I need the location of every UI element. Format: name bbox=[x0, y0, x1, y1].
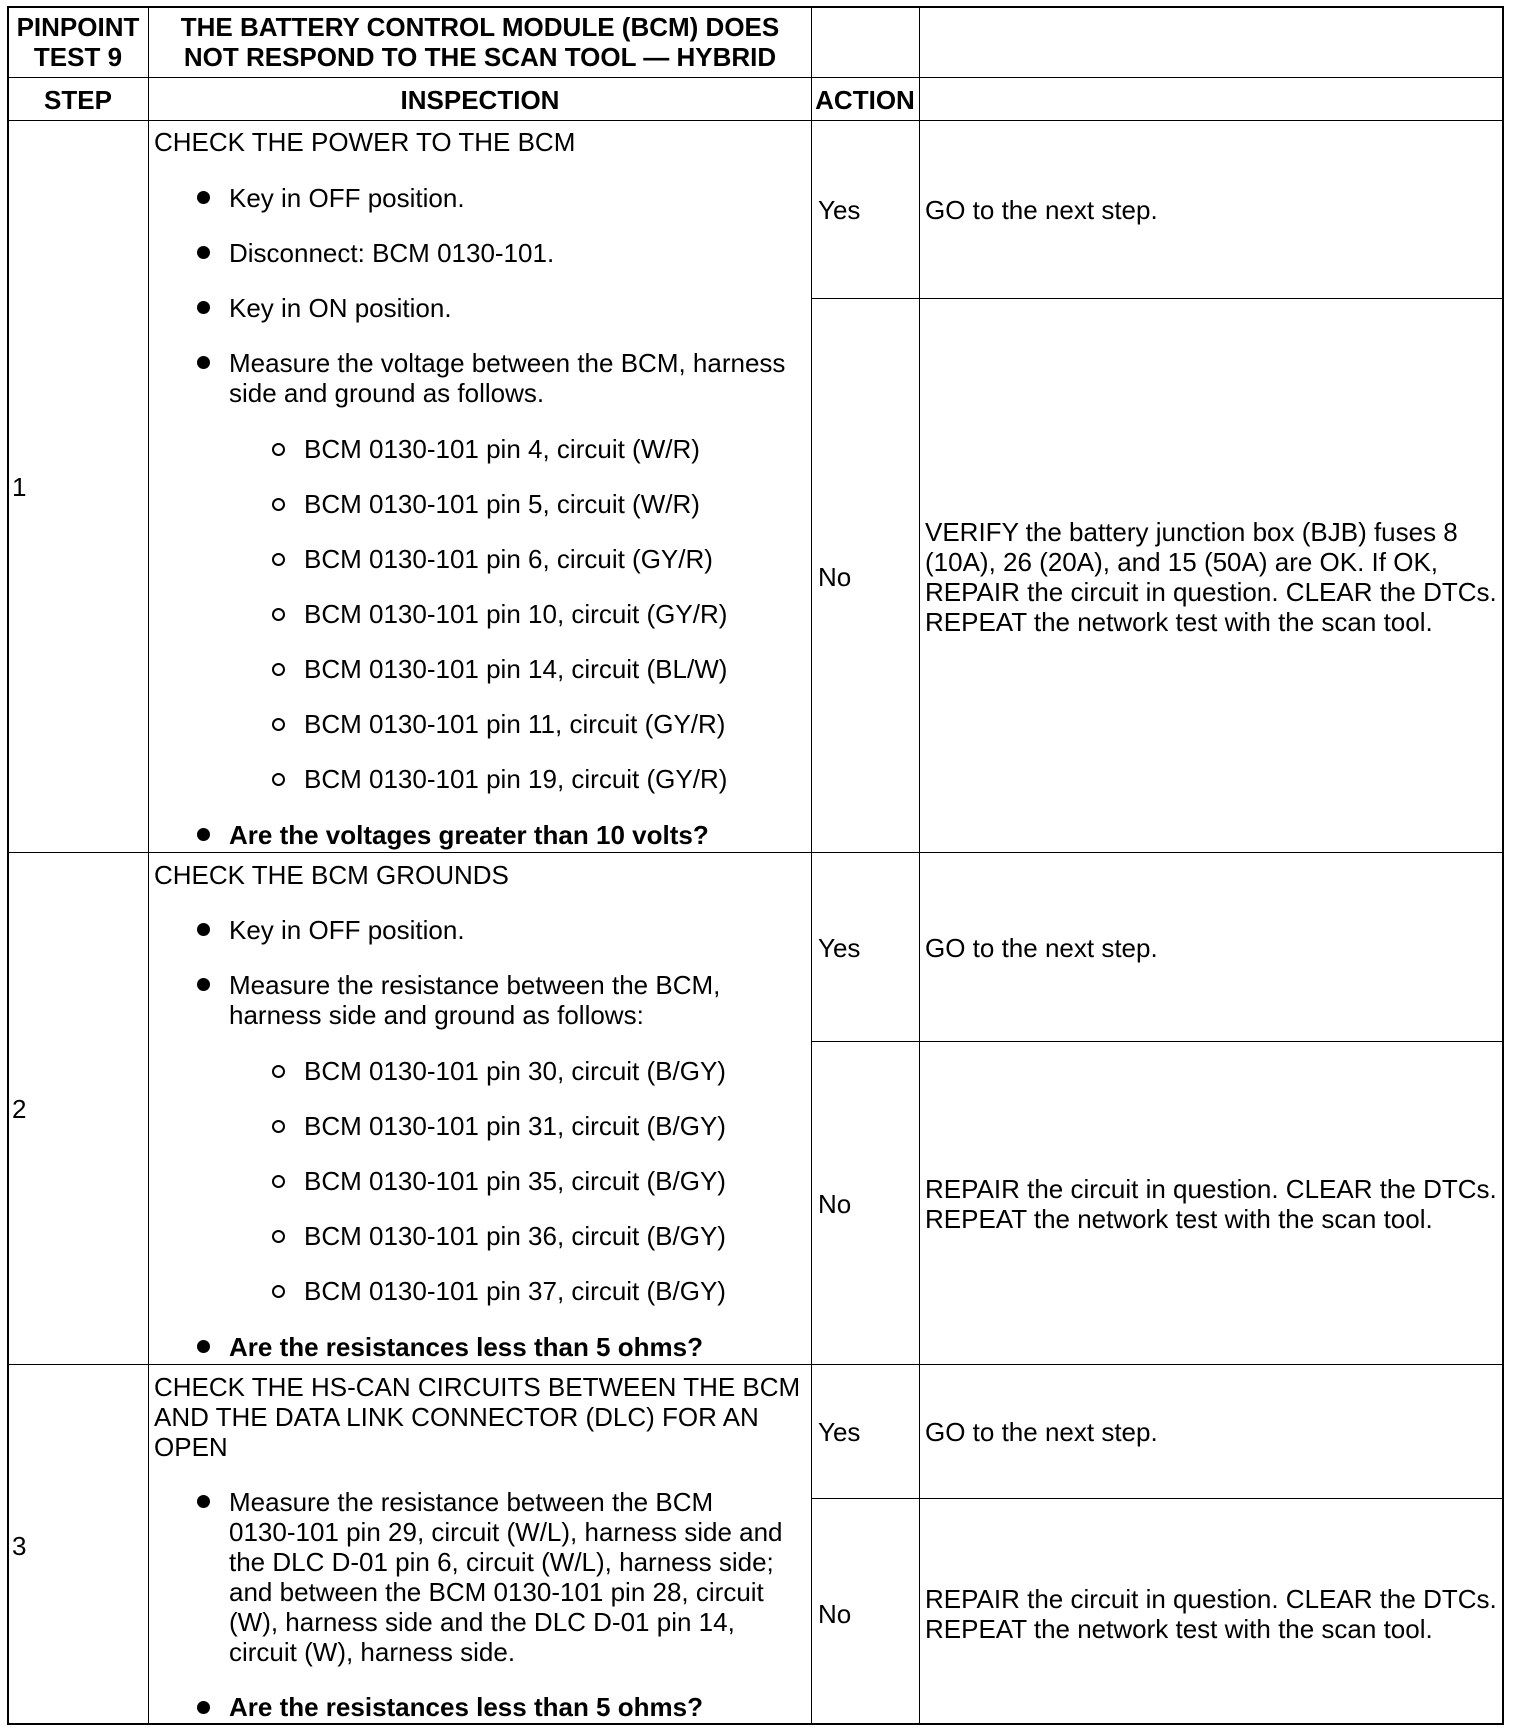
circle-bullet-icon bbox=[272, 1285, 285, 1298]
bullet-item-continued: harness side and ground as follows: bbox=[229, 1000, 644, 1030]
yes-label: Yes bbox=[818, 933, 861, 963]
table-border-left bbox=[7, 6, 9, 1725]
bullet-item: Key in OFF position. bbox=[229, 915, 465, 945]
bullet-item-continued: (W), harness side and the DLC D-01 pin 14, bbox=[229, 1607, 735, 1637]
step-question: Are the resistances less than 5 ohms? bbox=[229, 1332, 703, 1362]
circle-bullet-icon bbox=[272, 1175, 285, 1188]
table-border-bottom bbox=[7, 1723, 1504, 1725]
bullet-item-continued: circuit (W), harness side. bbox=[229, 1637, 516, 1667]
column-header-action: ACTION bbox=[815, 85, 915, 115]
sub-item: BCM 0130-101 pin 19, circuit (GY/R) bbox=[304, 764, 728, 794]
test-title: THE BATTERY CONTROL MODULE (BCM) DOES NOT RESPOND TO THE SCAN TOOL — HYBRID bbox=[180, 12, 780, 72]
sub-item: BCM 0130-101 pin 35, circuit (B/GY) bbox=[304, 1166, 726, 1196]
bullet-item-continued: side and ground as follows. bbox=[229, 378, 545, 408]
bullet-icon bbox=[197, 246, 210, 259]
yes-action: GO to the next step. bbox=[925, 1417, 1158, 1447]
no-action-line: VERIFY the battery junction box (BJB) fuses 8 bbox=[925, 517, 1458, 547]
no-action-line: REPAIR the circuit in question. CLEAR the DTCs. bbox=[925, 577, 1497, 607]
column-header-inspection: INSPECTION bbox=[400, 85, 560, 115]
no-action-line: REPAIR the circuit in question. CLEAR the DTCs. bbox=[925, 1174, 1497, 1204]
step-heading-line: AND THE DATA LINK CONNECTOR (DLC) FOR AN bbox=[154, 1402, 759, 1432]
row-divider-step2-yesno bbox=[811, 1041, 1504, 1042]
step-heading: CHECK THE POWER TO THE BCM bbox=[154, 127, 576, 157]
circle-bullet-icon bbox=[272, 1065, 285, 1078]
bullet-icon bbox=[197, 356, 210, 369]
row-divider-step3-yesno bbox=[811, 1498, 1504, 1499]
step-question: Are the voltages greater than 10 volts? bbox=[229, 820, 709, 850]
column-header-step: STEP bbox=[44, 85, 112, 115]
table-border-top bbox=[7, 6, 1504, 8]
no-label: No bbox=[818, 1189, 852, 1219]
bullet-item-continued: and between the BCM 0130-101 pin 28, circuit bbox=[229, 1577, 764, 1607]
circle-bullet-icon bbox=[272, 608, 285, 621]
circle-bullet-icon bbox=[272, 498, 285, 511]
step-heading-line: CHECK THE HS-CAN CIRCUITS BETWEEN THE BCM bbox=[154, 1372, 801, 1402]
sub-item: BCM 0130-101 pin 10, circuit (GY/R) bbox=[304, 599, 728, 629]
bullet-item-continued: the DLC D-01 pin 6, circuit (W/L), harness side; bbox=[229, 1547, 774, 1577]
col-divider-inspection bbox=[811, 6, 812, 1725]
sub-item: BCM 0130-101 pin 14, circuit (BL/W) bbox=[304, 654, 728, 684]
circle-bullet-icon bbox=[272, 1230, 285, 1243]
bullet-icon bbox=[197, 828, 210, 841]
bullet-icon bbox=[197, 1340, 210, 1353]
bullet-icon bbox=[197, 978, 210, 991]
yes-label: Yes bbox=[818, 1417, 861, 1447]
yes-action: GO to the next step. bbox=[925, 933, 1158, 963]
step-heading: CHECK THE BCM GROUNDS bbox=[154, 860, 509, 890]
bullet-item: Disconnect: BCM 0130-101. bbox=[229, 238, 555, 268]
circle-bullet-icon bbox=[272, 553, 285, 566]
bullet-icon bbox=[197, 923, 210, 936]
circle-bullet-icon bbox=[272, 1120, 285, 1133]
sub-item: BCM 0130-101 pin 31, circuit (B/GY) bbox=[304, 1111, 726, 1141]
yes-label: Yes bbox=[818, 195, 861, 225]
no-action-line: REPEAT the network test with the scan tool. bbox=[925, 1204, 1433, 1234]
bullet-item: Measure the voltage between the BCM, harness bbox=[229, 348, 786, 378]
no-action-line: REPEAT the network test with the scan tool. bbox=[925, 607, 1433, 637]
row-divider-title bbox=[7, 77, 1504, 78]
circle-bullet-icon bbox=[272, 663, 285, 676]
col-divider-action bbox=[919, 6, 920, 1725]
bullet-icon bbox=[197, 1701, 210, 1714]
bullet-item: Key in ON position. bbox=[229, 293, 452, 323]
sub-item: BCM 0130-101 pin 5, circuit (W/R) bbox=[304, 489, 700, 519]
yes-action: GO to the next step. bbox=[925, 195, 1158, 225]
bullet-item: Measure the resistance between the BCM bbox=[229, 1487, 714, 1517]
row-divider-header bbox=[7, 120, 1504, 121]
sub-item: BCM 0130-101 pin 6, circuit (GY/R) bbox=[304, 544, 713, 574]
col-divider-step bbox=[148, 6, 149, 1725]
circle-bullet-icon bbox=[272, 773, 285, 786]
row-divider-step1 bbox=[7, 852, 1504, 853]
circle-bullet-icon bbox=[272, 718, 285, 731]
no-action-line: REPAIR the circuit in question. CLEAR the DTCs. bbox=[925, 1584, 1497, 1614]
row-divider-step2 bbox=[7, 1364, 1504, 1365]
no-action-line: (10A), 26 (20A), and 15 (50A) are OK. If OK, bbox=[925, 547, 1439, 577]
step-number: 2 bbox=[12, 1094, 27, 1124]
sub-item: BCM 0130-101 pin 11, circuit (GY/R) bbox=[304, 709, 726, 739]
step-number: 1 bbox=[12, 472, 27, 502]
bullet-item: Measure the resistance between the BCM, bbox=[229, 970, 721, 1000]
no-label: No bbox=[818, 562, 852, 592]
bullet-icon bbox=[197, 191, 210, 204]
sub-item: BCM 0130-101 pin 37, circuit (B/GY) bbox=[304, 1276, 726, 1306]
bullet-icon bbox=[197, 1495, 210, 1508]
sub-item: BCM 0130-101 pin 4, circuit (W/R) bbox=[304, 434, 700, 464]
circle-bullet-icon bbox=[272, 443, 285, 456]
row-divider-step1-yesno bbox=[811, 298, 1504, 299]
bullet-icon bbox=[197, 301, 210, 314]
step-question: Are the resistances less than 5 ohms? bbox=[229, 1692, 703, 1722]
pinpoint-test-label: PINPOINT TEST 9 bbox=[16, 12, 140, 72]
bullet-item: Key in OFF position. bbox=[229, 183, 465, 213]
no-action-line: REPEAT the network test with the scan tool. bbox=[925, 1614, 1433, 1644]
sub-item: BCM 0130-101 pin 36, circuit (B/GY) bbox=[304, 1221, 726, 1251]
table-border-right bbox=[1502, 6, 1504, 1725]
step-number: 3 bbox=[12, 1531, 27, 1561]
step-heading-line: OPEN bbox=[154, 1432, 228, 1462]
bullet-item-continued: 0130-101 pin 29, circuit (W/L), harness side and bbox=[229, 1517, 783, 1547]
no-label: No bbox=[818, 1599, 852, 1629]
sub-item: BCM 0130-101 pin 30, circuit (B/GY) bbox=[304, 1056, 726, 1086]
